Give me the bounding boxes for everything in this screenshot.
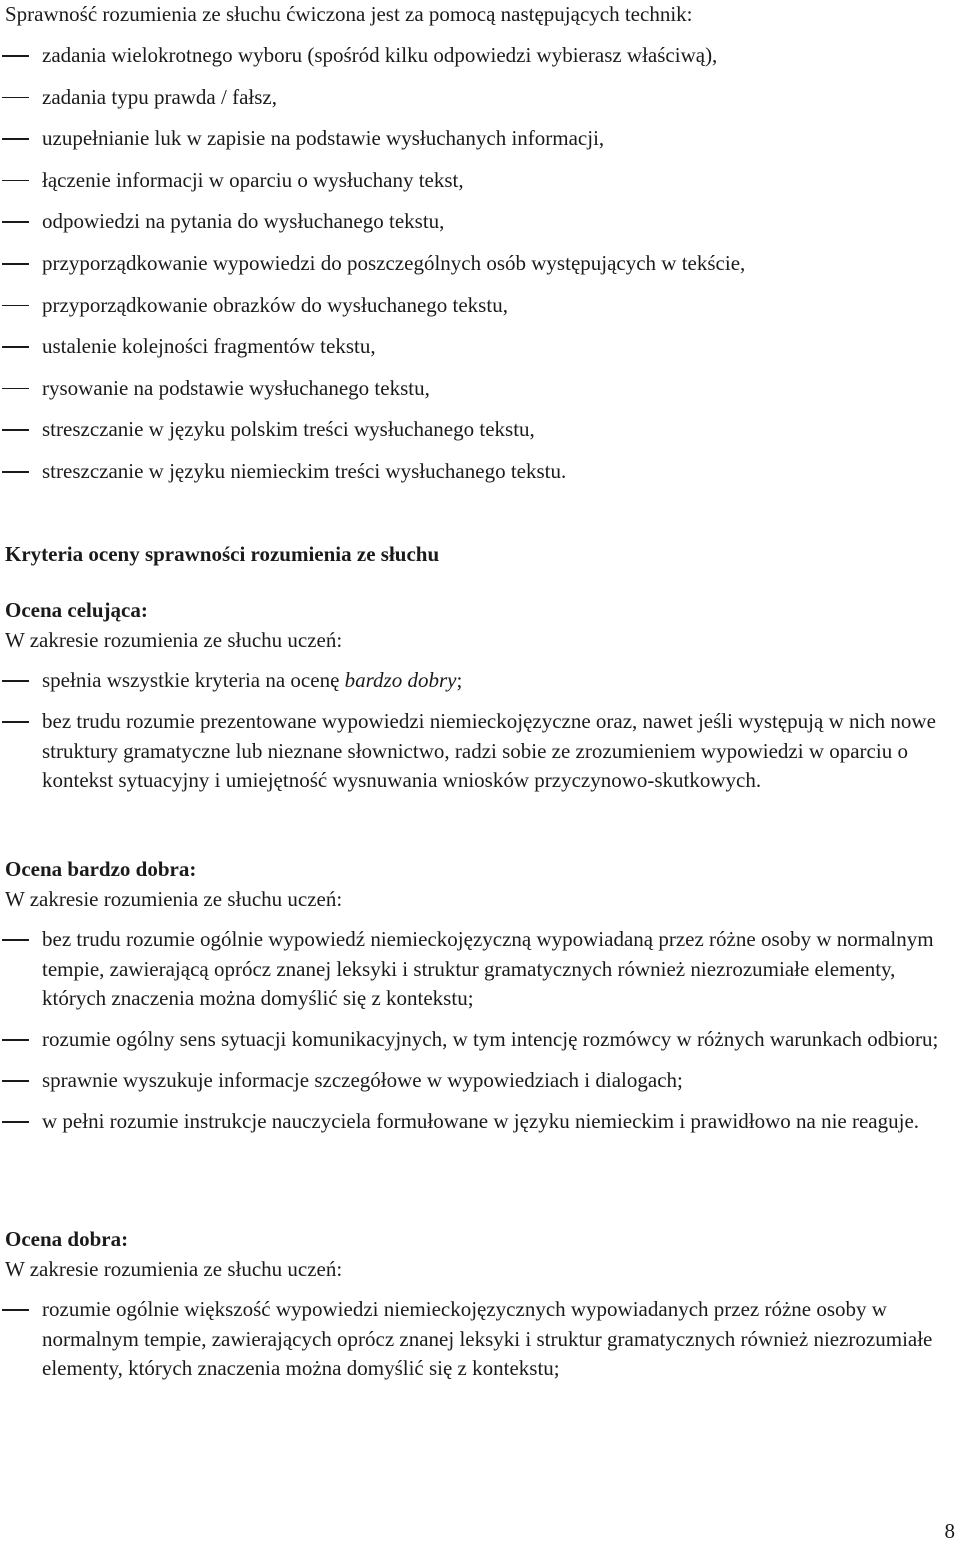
criterion-text: sprawnie wyszukuje informacje szczegółowe w wypowiedziach i dialogach;: [42, 1068, 683, 1092]
dash-bullet: [2, 97, 29, 99]
criterion-text: spełnia wszystkie kryteria na ocenę: [42, 668, 345, 692]
grade-section-bardzo-dobra: [5, 855, 955, 1148]
list-item-text: przyporządkowanie wypowiedzi do poszczególnych osób występujących w tekście,: [42, 250, 746, 275]
page-number: 8: [944, 1519, 955, 1543]
list-item: [5, 1295, 955, 1384]
intro-sentence: Sprawność rozumienia ze słuchu ćwiczona jest za pomocą następujących technik:: [5, 2, 693, 26]
criterion-italic: bardzo dobry: [344, 668, 457, 692]
criteria-list: [5, 666, 955, 796]
criterion-text: rozumie ogólny sens sytuacji komunikacyjnych, w tym intencję rozmówcy w różnych warunkach odbioru;: [42, 1027, 939, 1051]
criteria-list: [5, 925, 955, 1137]
dash-bullet: [2, 305, 29, 307]
list-item: [5, 1066, 955, 1096]
criterion-text: bez trudu rozumie prezentowane wypowiedzi niemieckojęzyczne oraz, nawet jeśli występują w nich nowe struktury gramatyczne lub nieznane słownictwo, radzi sobie ze zrozumieniem wypowiedzi w oparciu o kontekst sytuacyjny i umiejętność wysnuwania wniosków przyczynowo-skutkowych.: [42, 709, 936, 792]
list-item-text: rysowanie na podstawie wysłuchanego tekstu,: [42, 375, 430, 400]
list-item-text: zadania typu prawda / fałsz,: [42, 84, 277, 109]
criterion-text: rozumie ogólnie większość wypowiedzi niemieckojęzycznych wypowiadanych przez różne osoby w normalnym tempie, zawierających oprócz znanej leksyki i struktur gramatycznych również niezrozumiałe elementy, których znaczenia można domyślić się z kontekstu;: [42, 1297, 933, 1380]
dash-bullet: [2, 429, 29, 431]
criterion-text: bez trudu rozumie ogólnie wypowiedź niemieckojęzyczną wypowiadaną przez różne osoby w normalnym tempie, zawierającą oprócz znanej leksyki i struktur gramatycznych również niezrozumiałe elementy, których znaczenia można domyślić się z kontekstu;: [42, 927, 934, 1010]
list-item-text: streszczanie w języku niemieckim treści wysłuchanego tekstu.: [42, 458, 567, 483]
list-item-text: odpowiedzi na pytania do wysłuchanego tekstu,: [42, 209, 445, 234]
list-item: [5, 707, 955, 796]
dash-bullet: [2, 388, 29, 390]
dash-bullet: [2, 55, 29, 57]
list-item: [5, 925, 955, 1014]
grade-section-dobra: [5, 1225, 955, 1395]
criterion-text: w pełni rozumie instrukcje nauczyciela formułowane w języku niemieckim i prawidłowo na nie reaguje.: [42, 1109, 920, 1133]
dash-bullet: [2, 180, 29, 182]
dash-bullet: [2, 1039, 29, 1041]
list-item: [5, 1107, 955, 1137]
dash-bullet: [2, 346, 29, 348]
dash-bullet: [2, 221, 29, 223]
list-item-text: przyporządkowanie obrazków do wysłuchanego tekstu,: [42, 292, 508, 317]
section-heading: Kryteria oceny sprawności rozumienia ze słuchu: [5, 542, 440, 566]
criterion-text-after: ;: [456, 668, 463, 692]
list-item: [5, 666, 955, 696]
dash-bullet: [2, 263, 29, 265]
criteria-list: [5, 1295, 955, 1384]
list-item-text: streszczanie w języku polskim treści wysłuchanego tekstu,: [42, 417, 535, 442]
list-item-text: ustalenie kolejności fragmentów tekstu,: [42, 334, 376, 359]
dash-bullet: [2, 721, 29, 723]
grade-title: Ocena bardzo dobra:: [5, 857, 197, 881]
dash-bullet: [2, 471, 29, 473]
grade-title: Ocena dobra:: [5, 1227, 129, 1251]
dash-bullet: [2, 939, 29, 941]
grade-section-celujaca: [5, 596, 955, 807]
list-item-text: uzupełnianie luk w zapisie na podstawie wysłuchanych informacji,: [42, 126, 605, 151]
dash-bullet: [2, 680, 29, 682]
grade-intro: W zakresie rozumienia ze słuchu uczeń:: [5, 627, 343, 652]
dash-bullet: [2, 1080, 29, 1082]
dash-bullet: [2, 1309, 29, 1311]
list-item-text: łączenie informacji w oparciu o wysłuchany tekst,: [42, 167, 464, 192]
list-item-text: zadania wielokrotnego wyboru (spośród kilku odpowiedzi wybierasz właściwą),: [42, 43, 718, 67]
grade-intro: W zakresie rozumienia ze słuchu uczeń:: [5, 886, 343, 911]
list-item: [5, 1025, 955, 1055]
dash-bullet: [2, 138, 29, 140]
grade-intro: W zakresie rozumienia ze słuchu uczeń:: [5, 1256, 343, 1281]
grade-title: Ocena celująca:: [5, 598, 148, 622]
dash-bullet: [2, 1121, 29, 1123]
